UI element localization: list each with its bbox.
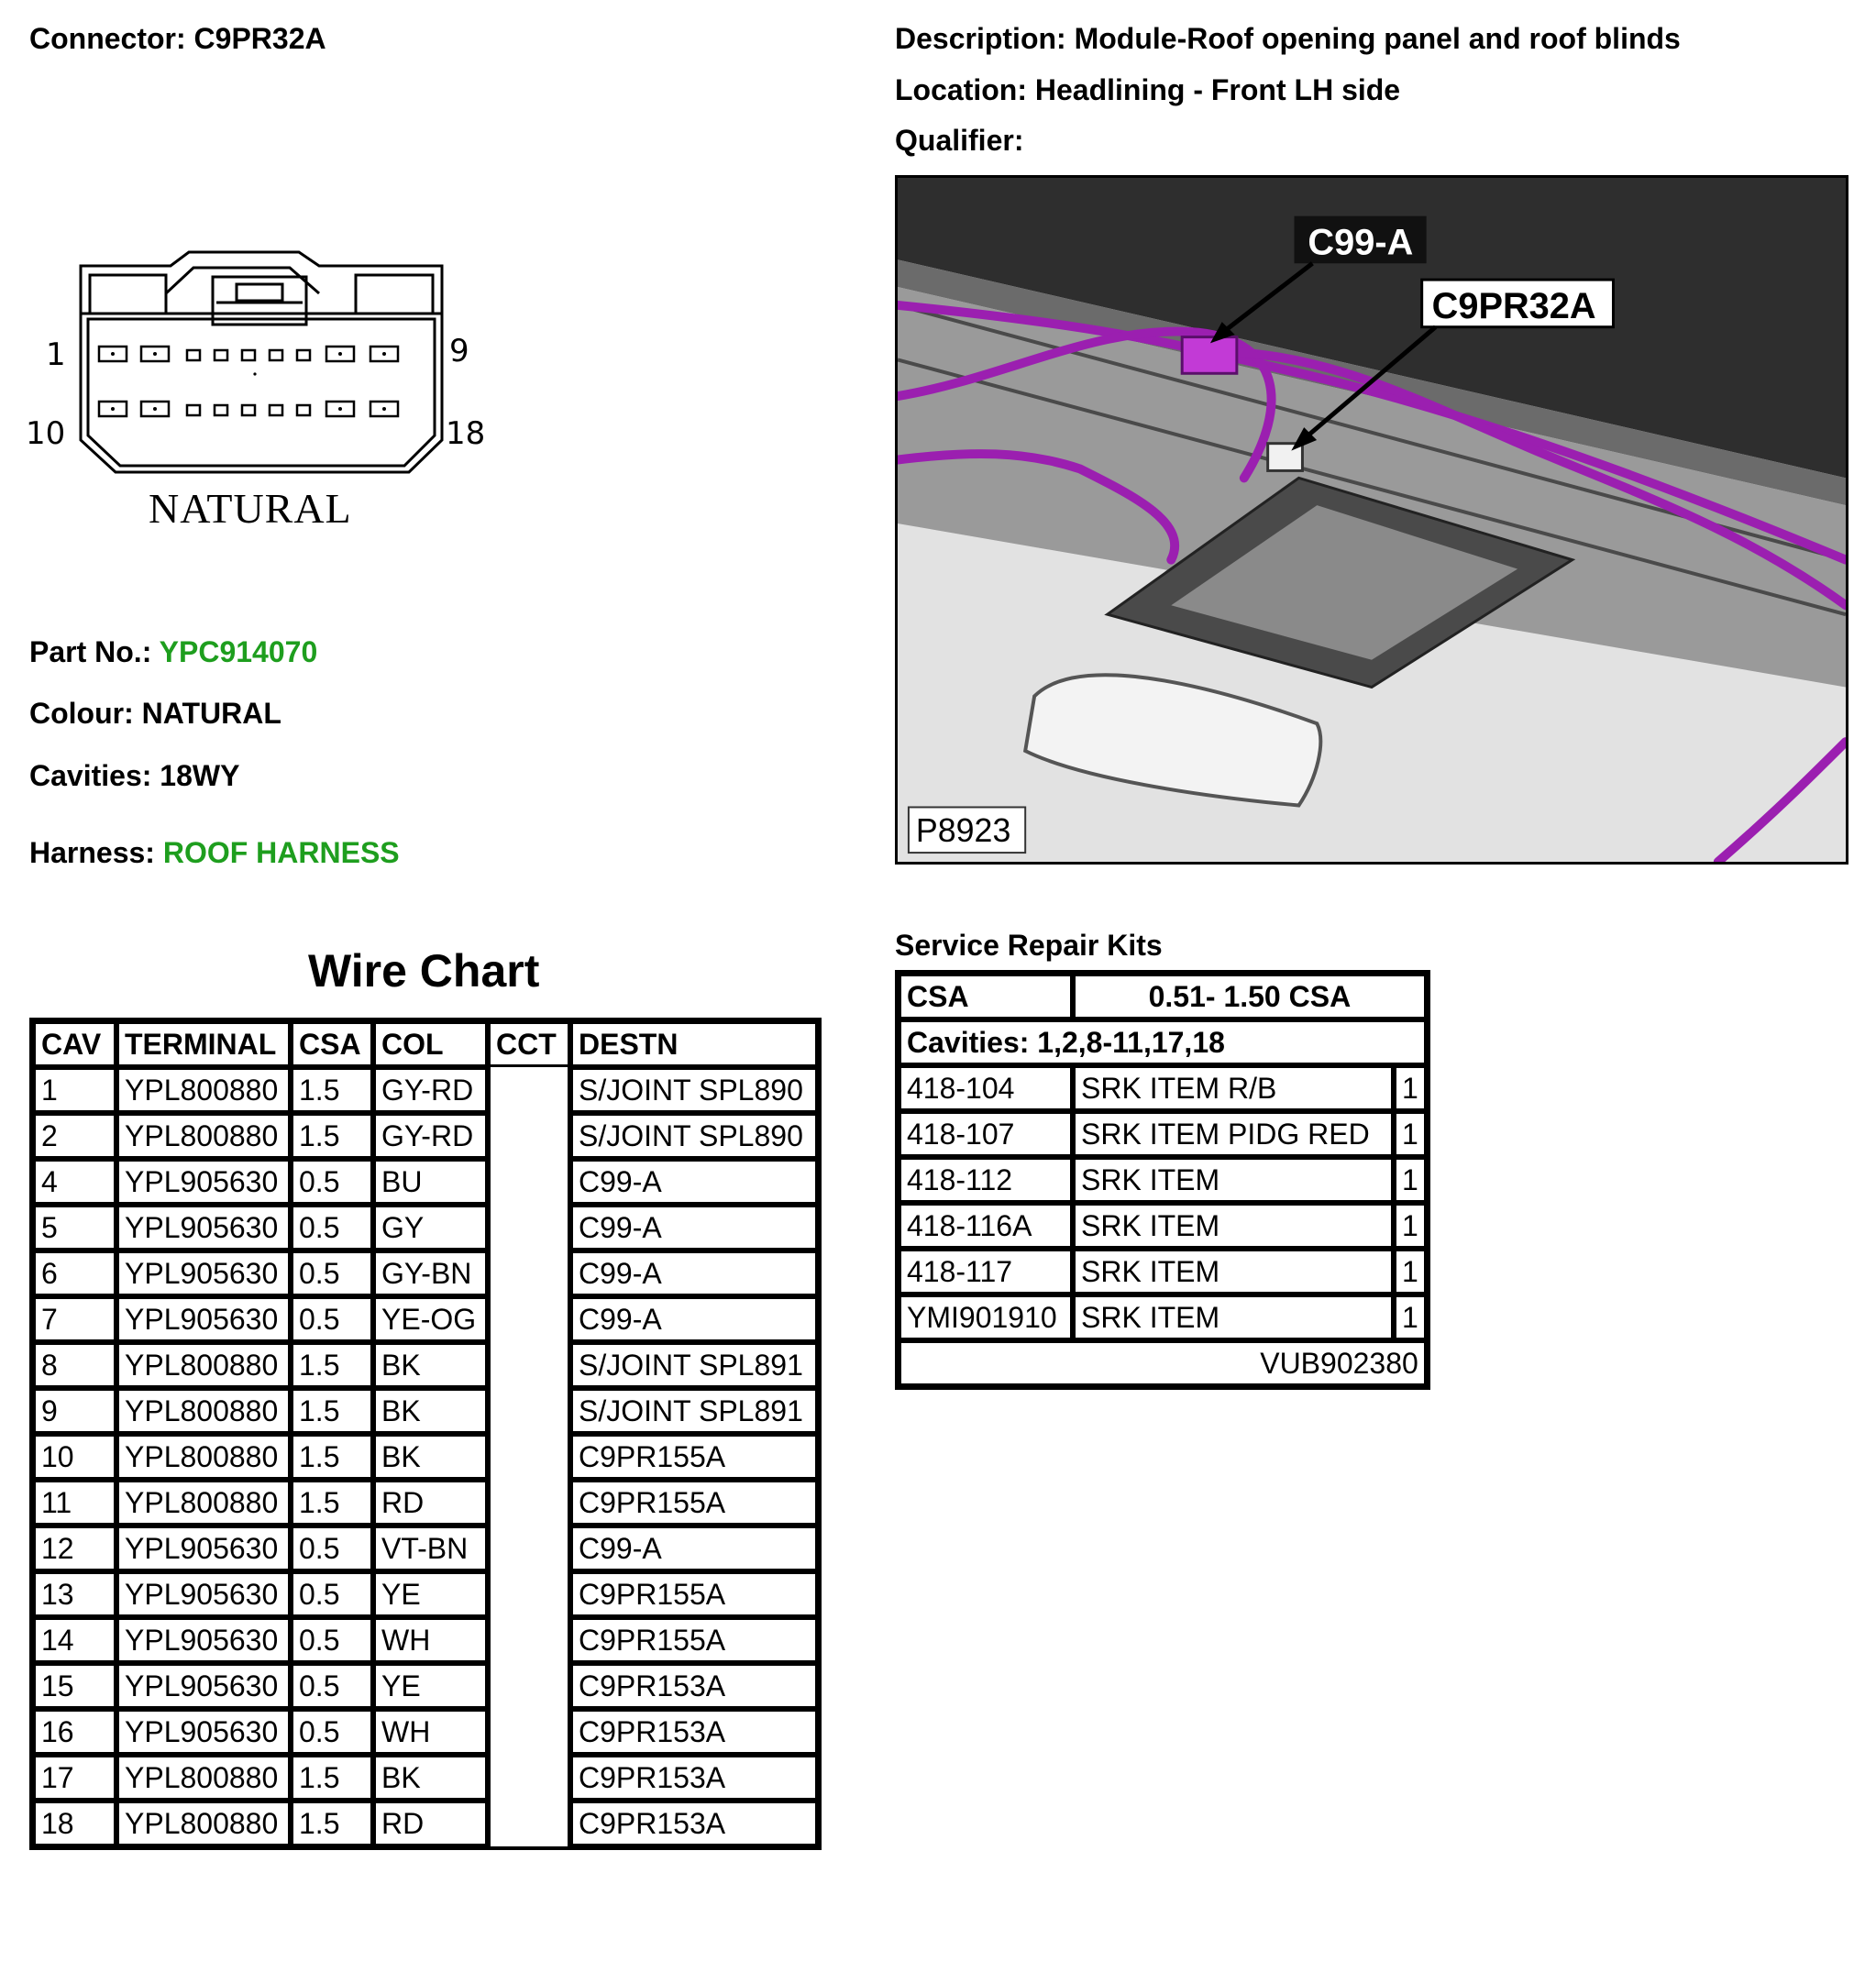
service-kits-csa-row — [899, 974, 1427, 1019]
cell-destn: C99-A — [570, 1250, 818, 1296]
cell-cav: 17 — [33, 1755, 116, 1801]
kit-description: SRK ITEM — [1073, 1294, 1394, 1340]
cell-cav: 14 — [33, 1617, 116, 1663]
cell-destn: C9PR155A — [570, 1434, 818, 1480]
cell-col: GY-BN — [373, 1250, 488, 1296]
cell-col: WH — [373, 1617, 488, 1663]
cell-col: VT-BN — [373, 1526, 488, 1571]
connector-colour-caption: NATURAL — [149, 485, 352, 532]
cell-csa: 0.5 — [291, 1571, 373, 1617]
connector-value: C9PR32A — [193, 22, 326, 55]
cell-cct — [488, 1571, 570, 1617]
cell-col: WH — [373, 1709, 488, 1755]
cell-csa: 0.5 — [291, 1296, 373, 1342]
cell-csa: 0.5 — [291, 1709, 373, 1755]
cell-cct — [488, 1480, 570, 1526]
service-kit-row — [899, 1065, 1427, 1111]
cell-csa: 1.5 — [291, 1388, 373, 1434]
cell-cav: 11 — [33, 1480, 116, 1526]
wire-chart-row — [33, 1159, 818, 1205]
cell-terminal: YPL905630 — [116, 1250, 291, 1296]
description-label: Description: — [895, 22, 1066, 55]
service-kits-title: Service Repair Kits — [895, 929, 1163, 962]
cell-destn: C99-A — [570, 1526, 818, 1571]
location-value: Headlining - Front LH side — [1034, 73, 1401, 106]
wire-chart-row — [33, 1755, 818, 1801]
wire-chart-row — [33, 1709, 818, 1755]
cell-terminal: YPL905630 — [116, 1663, 291, 1709]
cell-terminal: YPL800880 — [116, 1113, 291, 1159]
service-kit-row — [899, 1294, 1427, 1340]
cell-terminal: YPL905630 — [116, 1205, 291, 1250]
kits-footer-code: VUB902380 — [899, 1340, 1427, 1386]
wire-chart-row — [33, 1067, 818, 1113]
cell-cct — [488, 1801, 570, 1846]
wire-chart-row — [33, 1617, 818, 1663]
cell-destn: S/JOINT SPL891 — [570, 1388, 818, 1434]
colour-label: Colour: — [29, 697, 134, 730]
kits-csa-label: CSA — [899, 974, 1073, 1019]
cell-cav: 16 — [33, 1709, 116, 1755]
cell-destn: C9PR153A — [570, 1801, 818, 1846]
header-destn: DESTN — [570, 1021, 818, 1067]
cell-csa: 1.5 — [291, 1113, 373, 1159]
kit-part: 418-116A — [899, 1203, 1073, 1249]
cell-destn: C99-A — [570, 1296, 818, 1342]
colour-line — [29, 697, 281, 731]
cell-destn: C9PR153A — [570, 1755, 818, 1801]
header-cct: CCT — [488, 1021, 570, 1067]
cell-cct — [488, 1159, 570, 1205]
cell-cct — [488, 1113, 570, 1159]
wire-chart-row — [33, 1663, 818, 1709]
cell-cct — [488, 1296, 570, 1342]
cell-csa: 1.5 — [291, 1480, 373, 1526]
wire-chart-row — [33, 1296, 818, 1342]
cell-csa: 1.5 — [291, 1434, 373, 1480]
kit-part: 418-112 — [899, 1157, 1073, 1203]
cell-terminal: YPL800880 — [116, 1801, 291, 1846]
cell-terminal: YPL800880 — [116, 1755, 291, 1801]
cell-destn: C99-A — [570, 1205, 818, 1250]
wire-chart-row — [33, 1342, 818, 1388]
cell-terminal: YPL800880 — [116, 1480, 291, 1526]
kit-description: SRK ITEM — [1073, 1203, 1394, 1249]
part-number-link[interactable]: YPC914070 — [159, 635, 318, 668]
wire-chart-row — [33, 1388, 818, 1434]
wire-chart-row — [33, 1801, 818, 1846]
cell-col: GY-RD — [373, 1067, 488, 1113]
kit-part: 418-104 — [899, 1065, 1073, 1111]
pin-number-10: 10 — [26, 415, 66, 452]
kit-qty: 1 — [1394, 1294, 1427, 1340]
cell-cav: 7 — [33, 1296, 116, 1342]
kit-description: SRK ITEM R/B — [1073, 1065, 1394, 1111]
cell-col: RD — [373, 1801, 488, 1846]
wire-chart-row — [33, 1480, 818, 1526]
cell-csa: 1.5 — [291, 1755, 373, 1801]
cell-csa: 0.5 — [291, 1205, 373, 1250]
cell-terminal: YPL905630 — [116, 1617, 291, 1663]
service-kits-footer-row — [899, 1340, 1427, 1386]
cell-cav: 18 — [33, 1801, 116, 1846]
cell-cav: 4 — [33, 1159, 116, 1205]
header-col: COL — [373, 1021, 488, 1067]
cell-terminal: YPL905630 — [116, 1159, 291, 1205]
cell-destn: S/JOINT SPL891 — [570, 1342, 818, 1388]
wire-chart-row — [33, 1571, 818, 1617]
cell-terminal: YPL800880 — [116, 1342, 291, 1388]
cell-destn: C9PR155A — [570, 1480, 818, 1526]
service-kit-row — [899, 1249, 1427, 1294]
qualifier-label: Qualifier: — [895, 124, 1024, 157]
kit-description: SRK ITEM PIDG RED — [1073, 1111, 1394, 1157]
part-number-line — [29, 635, 317, 669]
cell-col: YE — [373, 1571, 488, 1617]
cell-cav: 2 — [33, 1113, 116, 1159]
cell-destn: C99-A — [570, 1159, 818, 1205]
wire-chart-row — [33, 1250, 818, 1296]
location-line — [895, 73, 1400, 107]
wire-chart-table — [29, 1018, 822, 1850]
kit-description: SRK ITEM — [1073, 1157, 1394, 1203]
cell-terminal: YPL905630 — [116, 1571, 291, 1617]
cell-cav: 10 — [33, 1434, 116, 1480]
kit-part: 418-117 — [899, 1249, 1073, 1294]
cell-terminal: YPL800880 — [116, 1067, 291, 1113]
wire-chart-row — [33, 1526, 818, 1571]
cell-cct — [488, 1342, 570, 1388]
cell-cct — [488, 1205, 570, 1250]
service-kit-row — [899, 1157, 1427, 1203]
kits-cavities: Cavities: 1,2,8-11,17,18 — [899, 1019, 1427, 1065]
service-kits-table — [895, 970, 1430, 1390]
cell-cct — [488, 1663, 570, 1709]
kit-description: SRK ITEM — [1073, 1249, 1394, 1294]
cell-destn: C9PR153A — [570, 1709, 818, 1755]
cell-csa: 1.5 — [291, 1342, 373, 1388]
cell-cct — [488, 1709, 570, 1755]
cell-cav: 5 — [33, 1205, 116, 1250]
part-number-label: Part No.: — [29, 635, 152, 668]
cavities-line — [29, 759, 239, 793]
cell-cct — [488, 1388, 570, 1434]
cavities-label: Cavities: — [29, 759, 152, 792]
kit-qty: 1 — [1394, 1111, 1427, 1157]
cell-csa: 1.5 — [291, 1801, 373, 1846]
wire-chart-row — [33, 1205, 818, 1250]
cell-col: BK — [373, 1755, 488, 1801]
cell-csa: 0.5 — [291, 1250, 373, 1296]
location-label: Location: — [895, 73, 1027, 106]
wire-chart-title: Wire Chart — [308, 945, 540, 997]
cell-cav: 9 — [33, 1388, 116, 1434]
description-value: Module-Roof opening panel and roof blinds — [1074, 22, 1681, 55]
cell-terminal: YPL905630 — [116, 1526, 291, 1571]
cell-destn: C9PR155A — [570, 1617, 818, 1663]
connector-face-diagram — [24, 248, 501, 550]
cell-cav: 1 — [33, 1067, 116, 1113]
cell-cct — [488, 1434, 570, 1480]
cell-cav: 13 — [33, 1571, 116, 1617]
location-photo — [895, 175, 1848, 865]
cell-col: GY-RD — [373, 1113, 488, 1159]
cell-terminal: YPL905630 — [116, 1709, 291, 1755]
cell-col: YE — [373, 1663, 488, 1709]
cell-destn: C9PR155A — [570, 1571, 818, 1617]
pin-number-9: 9 — [449, 333, 469, 369]
cell-cav: 8 — [33, 1342, 116, 1388]
cell-csa: 0.5 — [291, 1159, 373, 1205]
cell-terminal: YPL800880 — [116, 1434, 291, 1480]
cell-col: YE-OG — [373, 1296, 488, 1342]
kit-qty: 1 — [1394, 1203, 1427, 1249]
cell-destn: S/JOINT SPL890 — [570, 1067, 818, 1113]
cell-csa: 0.5 — [291, 1663, 373, 1709]
cell-cct — [488, 1526, 570, 1571]
cell-cct — [488, 1250, 570, 1296]
header-csa: CSA — [291, 1021, 373, 1067]
kit-part: YMI901910 — [899, 1294, 1073, 1340]
cell-col: RD — [373, 1480, 488, 1526]
cell-col: BK — [373, 1342, 488, 1388]
harness-label: Harness: — [29, 836, 155, 869]
connector-heading — [29, 22, 326, 56]
cell-terminal: YPL905630 — [116, 1296, 291, 1342]
cell-cct — [488, 1617, 570, 1663]
connector-label: Connector: — [29, 22, 186, 55]
header-terminal: TERMINAL — [116, 1021, 291, 1067]
harness-link[interactable]: ROOF HARNESS — [162, 836, 400, 869]
kit-qty: 1 — [1394, 1157, 1427, 1203]
service-kit-row — [899, 1111, 1427, 1157]
cell-cct — [488, 1755, 570, 1801]
cell-col: GY — [373, 1205, 488, 1250]
cell-cav: 15 — [33, 1663, 116, 1709]
qualifier-line — [895, 124, 1023, 158]
cell-terminal: YPL800880 — [116, 1388, 291, 1434]
kit-qty: 1 — [1394, 1065, 1427, 1111]
cell-cav: 6 — [33, 1250, 116, 1296]
cell-csa: 0.5 — [291, 1617, 373, 1663]
cell-cct — [488, 1067, 570, 1113]
wire-chart-row — [33, 1113, 818, 1159]
cell-destn: S/JOINT SPL890 — [570, 1113, 818, 1159]
description-line — [895, 22, 1681, 56]
figure-id: P8923 — [915, 812, 1011, 850]
kit-qty: 1 — [1394, 1249, 1427, 1294]
wire-chart-header-row — [33, 1021, 818, 1067]
callout-c99-a: C99-A — [1308, 222, 1414, 263]
colour-value: NATURAL — [141, 697, 281, 730]
service-kits-cavities-row — [899, 1019, 1427, 1065]
harness-line — [29, 836, 400, 870]
kits-csa-value: 0.51- 1.50 CSA — [1073, 974, 1427, 1019]
pin-number-18: 18 — [446, 415, 486, 452]
cell-csa: 0.5 — [291, 1526, 373, 1571]
wire-chart-row — [33, 1434, 818, 1480]
cell-col: BU — [373, 1159, 488, 1205]
kit-part: 418-107 — [899, 1111, 1073, 1157]
cell-csa: 1.5 — [291, 1067, 373, 1113]
cell-col: BK — [373, 1434, 488, 1480]
cavities-value: 18WY — [160, 759, 240, 792]
cell-destn: C9PR153A — [570, 1663, 818, 1709]
callout-c9pr32a: C9PR32A — [1431, 285, 1596, 326]
pin-number-1: 1 — [46, 336, 66, 373]
cell-cav: 12 — [33, 1526, 116, 1571]
cell-col: BK — [373, 1388, 488, 1434]
header-cav: CAV — [33, 1021, 116, 1067]
service-kit-row — [899, 1203, 1427, 1249]
